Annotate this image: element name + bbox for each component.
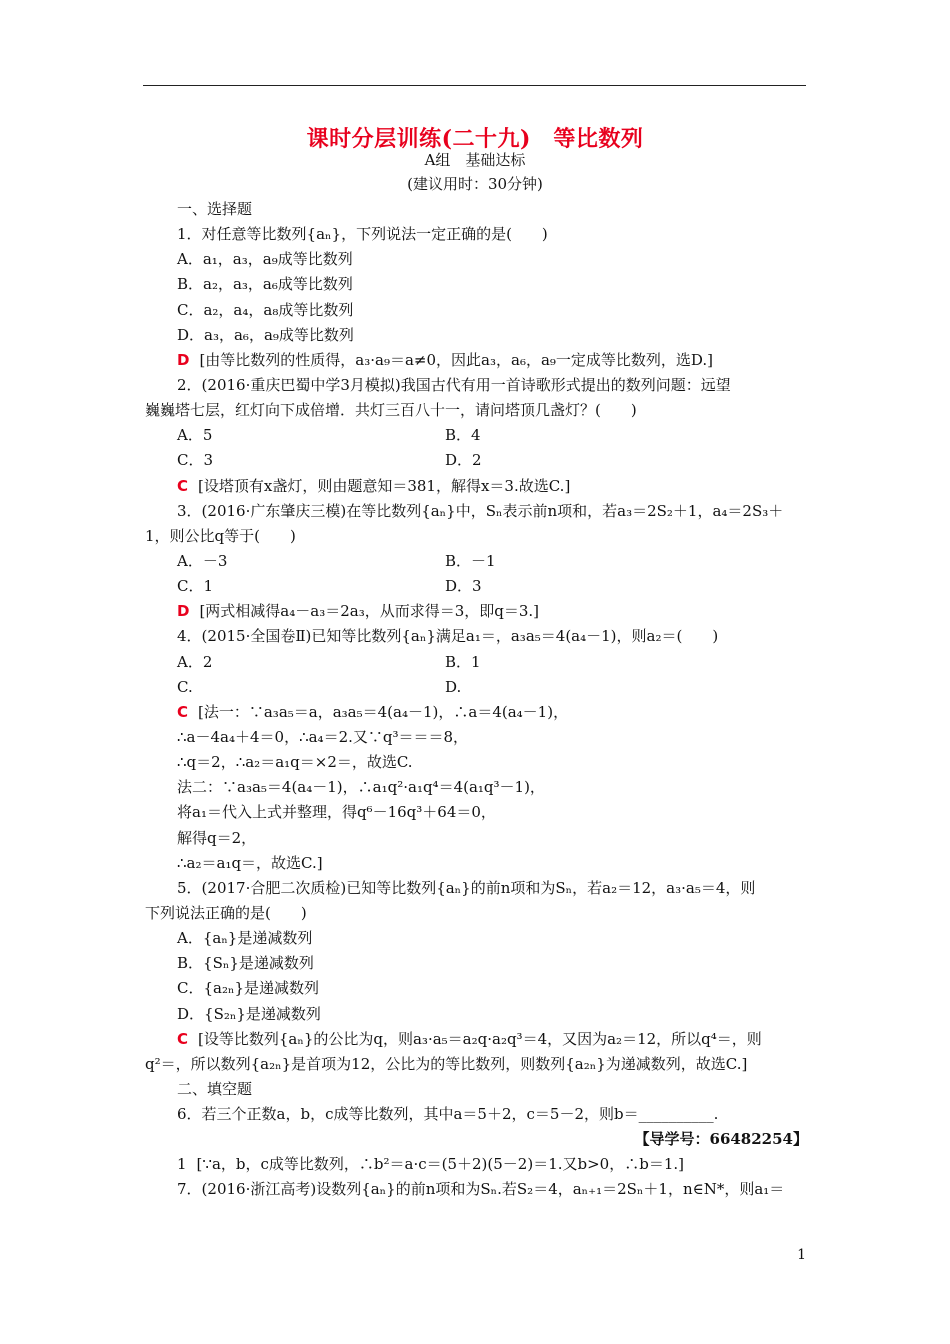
- q4-options-row-2: [145, 675, 808, 700]
- answer-5-line-2: q²＝，所以数列{a₂ₙ}是首项为12，公比为的等比数列，则数列{a₂ₙ}为递减数列，故选C.]: [145, 1054, 748, 1073]
- page-title: 课时分层训练(二十九) 等比数列: [306, 126, 644, 152]
- question-3-line-1: 3．(2016·广东肇庆三模)在等比数列{aₙ}中，Sₙ表示前n项和，若a₃＝2S₂＋1，a₄＝2S₃＋: [177, 501, 784, 520]
- answer-3: [145, 599, 808, 624]
- answer-4-line-4: 法二：∵a₃a₅＝4(a₄－1)，∴a₁q²·a₁q⁴＝4(a₁q³－1)，: [177, 778, 545, 797]
- q2-options-row-2: [145, 448, 808, 473]
- answer-letter: D: [177, 602, 190, 621]
- q1-option-b: B．a₂，a₃，a₆成等比数列: [177, 275, 353, 294]
- page-number: 1: [797, 1247, 806, 1263]
- q1-option-c: C．a₂，a₄，a₈成等比数列: [177, 300, 354, 319]
- q4-option-c: C.: [177, 677, 193, 696]
- section-heading-choice: 一、选择题: [177, 200, 253, 218]
- answer-value: 1: [177, 1155, 187, 1174]
- q4-options-row-1: [145, 650, 808, 675]
- exercise-content: [145, 197, 808, 1203]
- answer-letter: C: [177, 702, 189, 721]
- q4-option-b: B．1: [445, 652, 481, 671]
- q4-option-d: D.: [445, 677, 462, 696]
- q2-option-b: B．4: [445, 426, 481, 445]
- q3-options-row-1: [145, 549, 808, 574]
- q3-option-d: D．3: [445, 577, 482, 596]
- group-subtitle: A组 基础达标: [424, 151, 526, 169]
- q2-options-row-1: [145, 423, 808, 448]
- q5-option-c: C．{a₂ₙ}是递减数列: [177, 979, 320, 998]
- question-5-line-2: 下列说法正确的是( ): [145, 903, 307, 922]
- answer-4-line-6: 解得q＝2，: [177, 828, 257, 847]
- answer-5-line-1: [145, 1027, 808, 1052]
- question-5-line-1: 5．(2017·合肥二次质检)已知等比数列{aₙ}的前n项和为Sₙ，若a₂＝12，a₃·a₅＝4，则: [177, 878, 756, 897]
- q3-option-a: A．－3: [177, 551, 228, 570]
- answer-explanation: [由等比数列的性质得，a₃·a₉＝a≠0，因此a₃，a₆，a₉一定成等比数列，选D.]: [199, 350, 714, 369]
- question-6: 6．若三个正数a，b，c成等比数列，其中a＝5＋2，c＝5－2，则b＝__________.: [177, 1105, 719, 1124]
- answer-explanation: [∵a，b，c成等比数列，∴b²＝a·c＝(5＋2)(5－2)＝1.又b>0，∴b＝1.]: [196, 1155, 684, 1174]
- answer-6: [145, 1152, 808, 1177]
- answer-letter: D: [177, 350, 190, 369]
- answer-4-line-1: [145, 700, 808, 725]
- q5-option-a: A．{aₙ}是递减数列: [177, 929, 313, 948]
- answer-explanation: [两式相减得a₄－a₃＝2a₃，从而求得＝3，即q＝3.]: [199, 602, 540, 621]
- answer-4-line-5: 将a₁＝代入上式并整理，得q⁶－16q³＋64＝0，: [177, 803, 496, 822]
- guide-code: 【导学号：66482254】: [634, 1130, 808, 1149]
- time-note: (建议用时：30分钟): [407, 175, 543, 193]
- question-2-line-1: 2．(2016·重庆巴蜀中学3月模拟)我国古代有用一首诗歌形式提出的数列问题：远望: [177, 375, 731, 394]
- q2-option-d: D．2: [445, 451, 482, 470]
- question-3-line-2: 1，则公比q等于( ): [145, 526, 296, 545]
- question-7: 7．(2016·浙江高考)设数列{aₙ}的前n项和为Sₙ.若S₂＝4，aₙ₊₁＝2Sₙ＋1，n∈N*，则a₁＝: [177, 1180, 785, 1199]
- q2-option-c: C．3: [177, 451, 214, 470]
- question-1: 1．对任意等比数列{aₙ}，下列说法一定正确的是( ): [177, 225, 548, 244]
- q1-option-d: D．a₃，a₆，a₉成等比数列: [177, 325, 354, 344]
- section-heading-fill: 二、填空题: [177, 1079, 253, 1098]
- header-rule: [143, 85, 806, 86]
- q5-option-b: B．{Sₙ}是递减数列: [177, 954, 314, 973]
- q5-option-d: D．{S₂ₙ}是递减数列: [177, 1004, 321, 1023]
- q4-option-a: A．2: [177, 652, 213, 671]
- answer-4-line-2: ∴a－4a₄＋4＝0，∴a₄＝2.又∵q³＝＝＝8，: [177, 727, 469, 746]
- answer-2: [145, 474, 808, 499]
- question-2-line-2: 巍巍塔七层，红灯向下成倍增．共灯三百八十一，请问塔顶几盏灯？( ): [145, 401, 637, 420]
- answer-explanation: [设塔顶有x盏灯，则由题意知＝381，解得x＝3.故选C.]: [198, 476, 571, 495]
- q3-options-row-2: [145, 574, 808, 599]
- answer-letter: C: [177, 1029, 189, 1048]
- q3-option-c: C．1: [177, 577, 214, 596]
- question-4: 4．(2015·全国卷Ⅱ)已知等比数列{aₙ}满足a₁＝，a₃a₅＝4(a₄－1)，则a₂＝( ): [177, 627, 719, 646]
- q1-option-a: A．a₁，a₃，a₉成等比数列: [177, 250, 353, 269]
- answer-1: [145, 348, 808, 373]
- q2-option-a: A．5: [177, 426, 213, 445]
- q3-option-b: B．－1: [445, 551, 496, 570]
- answer-letter: C: [177, 476, 189, 495]
- answer-4-line-3: ∴q＝2，∴a₂＝a₁q＝×2＝，故选C.: [177, 753, 413, 772]
- answer-4-line-7: ∴a₂＝a₁q＝，故选C.]: [177, 853, 323, 872]
- answer-explanation: [设等比数列{aₙ}的公比为q，则a₃·a₅＝a₂q·a₂q³＝4，又因为a₂＝12，所以q⁴＝，则: [198, 1029, 762, 1048]
- answer-explanation: [法一：∵a₃a₅＝a，a₃a₅＝4(a₄－1)，∴a＝4(a₄－1)，: [198, 702, 569, 721]
